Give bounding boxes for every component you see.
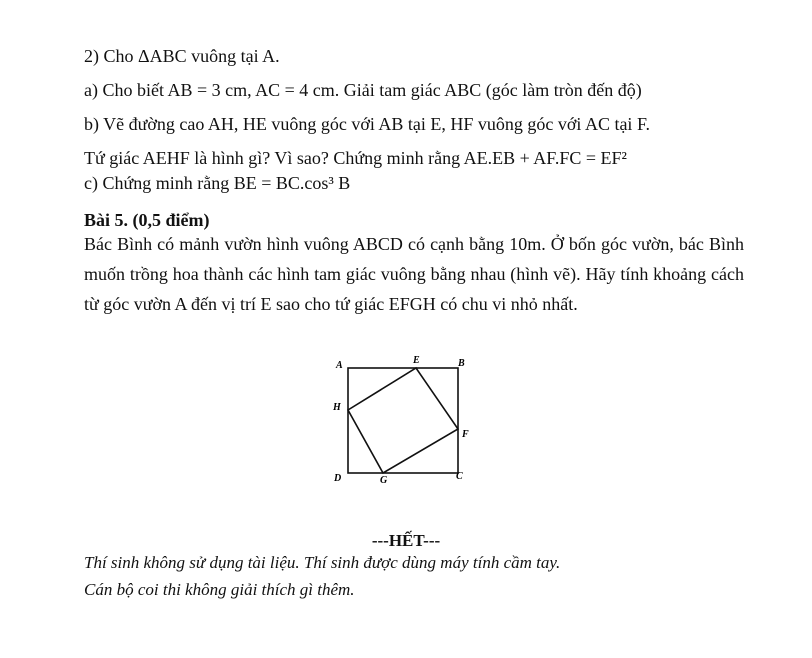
square-abcd xyxy=(348,368,458,473)
label-c: C xyxy=(456,471,463,482)
label-d: D xyxy=(334,473,342,484)
end-marker: ---HẾT--- xyxy=(371,531,441,550)
problem2-part-c: c) Chứng minh rằng BE = BC.cos³ B xyxy=(84,173,351,193)
label-f: F xyxy=(462,429,469,440)
footer-note-1: Thí sinh không sử dụng tài liệu. Thí sinh được dùng máy tính cầm tay. xyxy=(84,553,561,572)
label-b: B xyxy=(458,358,465,369)
bai5-body: Bác Bình có mảnh vườn hình vuông ABCD có cạnh bằng 10m. Ở bốn góc vườn, bác Bình muốn trồng hoa thành các hình tam giác vuông bằng nhau (hình vẽ). Hãy tính khoảng cách từ góc vườn A đến vị trí E sao cho tứ giác EFGH có chu vi nhỏ nhất. xyxy=(84,234,744,314)
problem2-part-a: a) Cho biết AB = 3 cm, AC = 4 cm. Giải tam giác ABC (góc làm tròn đến độ) xyxy=(84,80,642,100)
problem2-part-b: b) Vẽ đường cao AH, HE vuông góc với AB tại E, HF vuông góc với AC tại F. xyxy=(84,114,651,134)
problem2-part-b-continued: Tứ giác AEHF là hình gì? Vì sao? Chứng minh rằng AE.EB + AF.FC = EF² xyxy=(84,148,627,168)
bai5-title: Bài 5. (0,5 điểm) xyxy=(84,210,210,230)
label-e: E xyxy=(413,355,420,366)
problem2-intro: 2) Cho ΔABC vuông tại A. xyxy=(84,46,280,66)
label-g: G xyxy=(380,475,388,486)
label-h: H xyxy=(333,402,341,413)
label-a: A xyxy=(336,360,343,371)
footer-note-2: Cán bộ coi thi không giải thích gì thêm. xyxy=(84,580,355,599)
quadrilateral-efgh xyxy=(348,368,458,473)
